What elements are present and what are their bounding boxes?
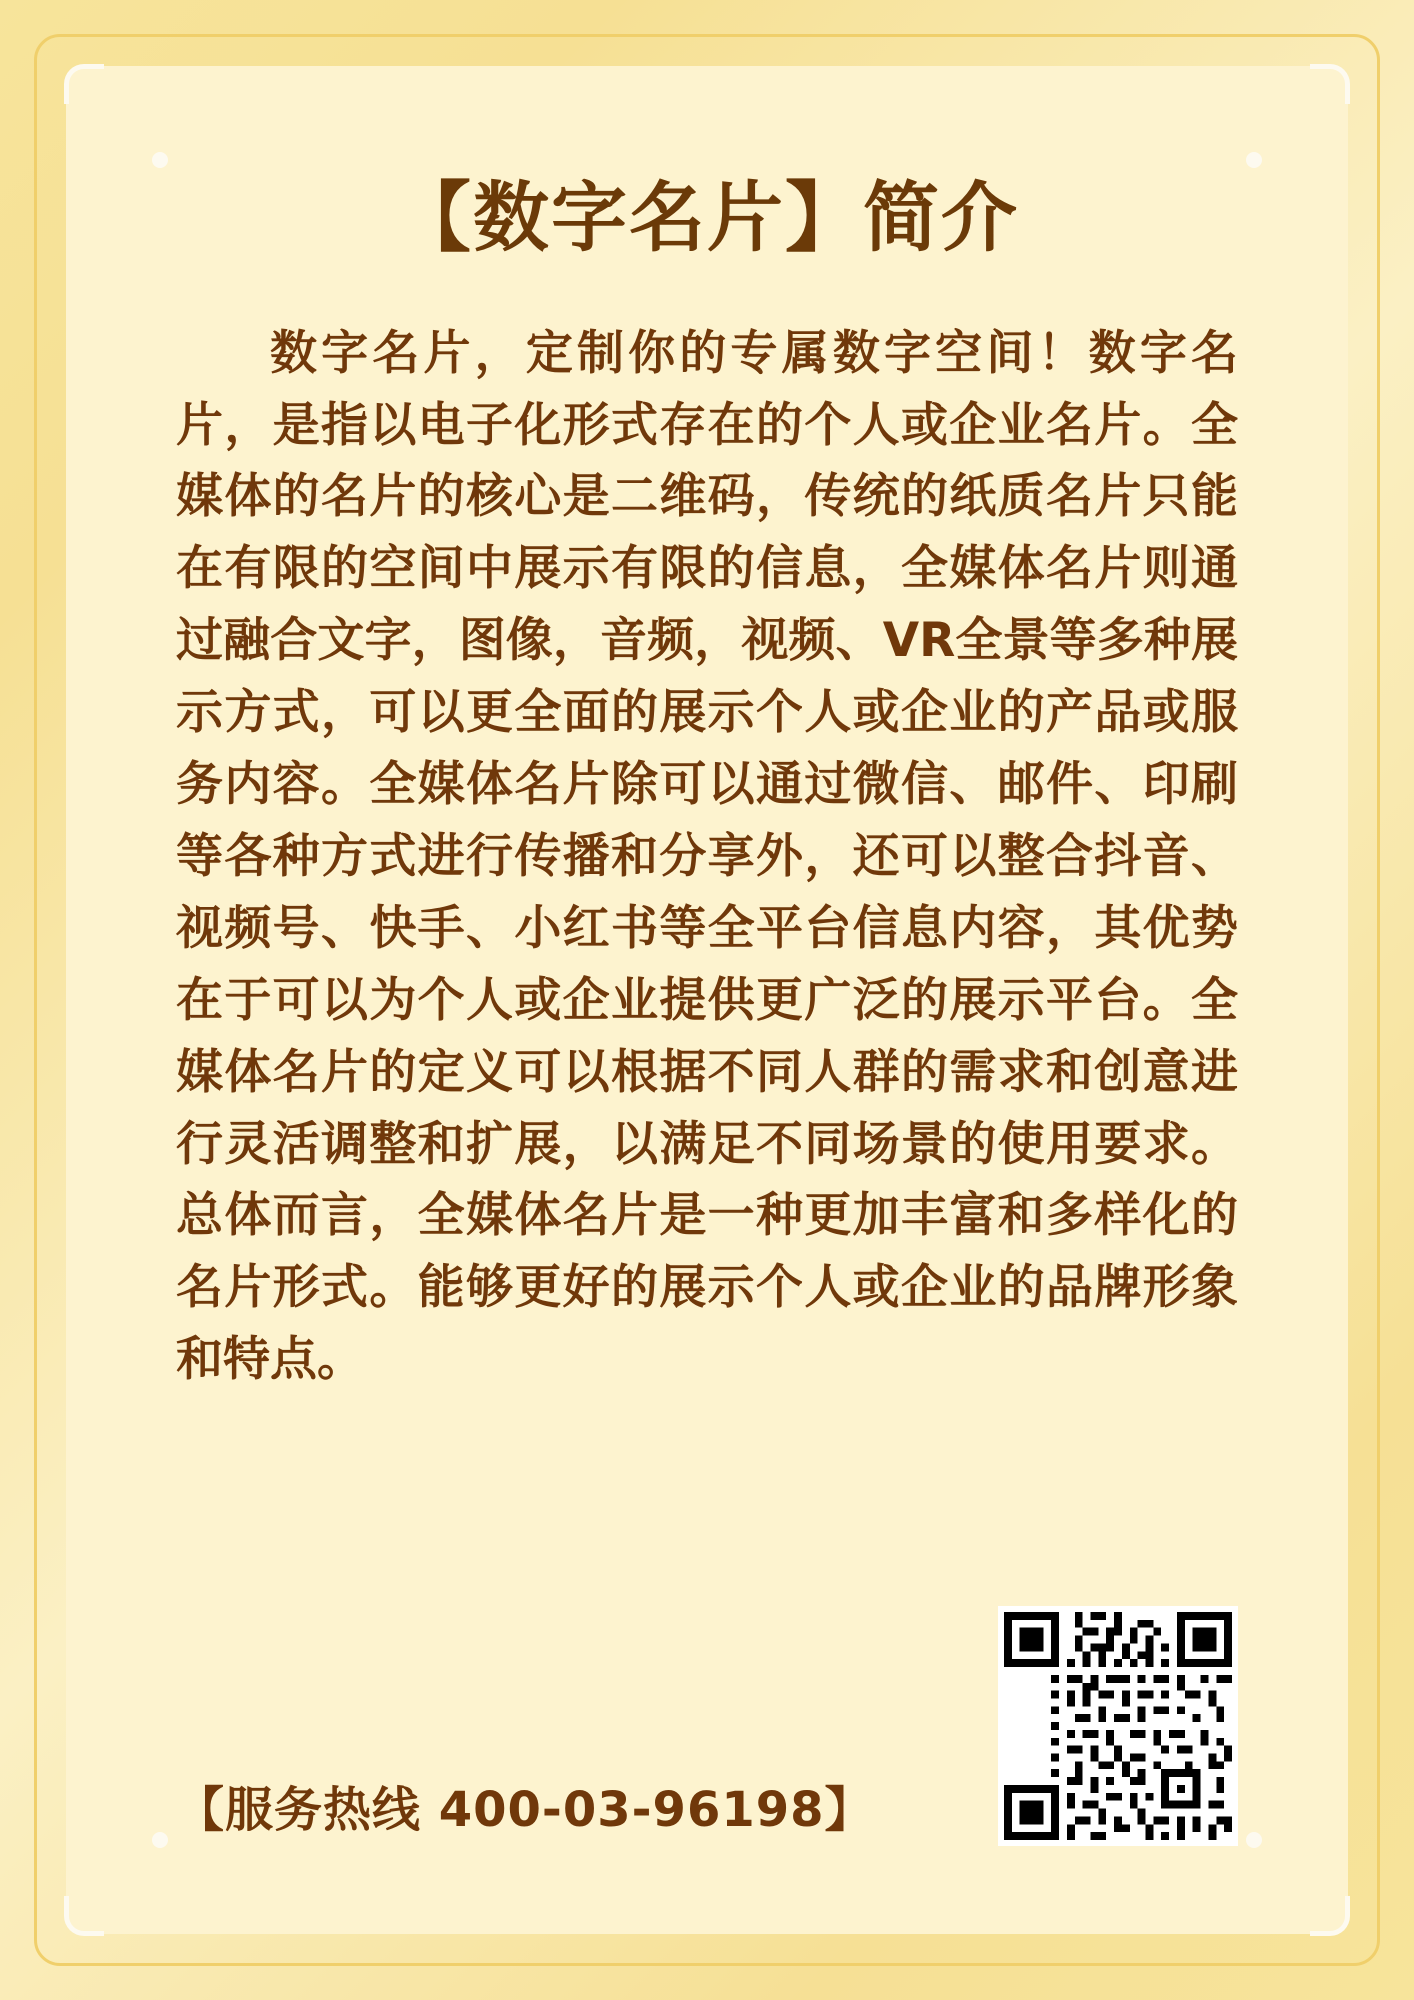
footer-row	[176, 1606, 1238, 1846]
service-hotline: 【服务热线 400-03-96198】	[176, 1782, 874, 1838]
decorative-dot-top-right	[1246, 152, 1262, 168]
page-title: 【数字名片】简介	[395, 173, 1019, 262]
content-card	[66, 66, 1348, 1934]
body-paragraph: 数字名片，定制你的专属数字空间！数字名片，是指以电子化形式存在的个人或企业名片。全媒体的名片的核心是二维码，传统的纸质名片只能在有限的空间中展示有限的信息，全媒体名片则通过融合文字，图像，音频，视频、VR全景等多种展示方式，可以更全面的展示个人或企业的产品或服务内容。全媒体名片除可以通过微信、邮件、印刷等各种方式进行传播和分享外，还可以整合抖音、视频号、快手、小红书等全平台信息内容，其优势在于可以为个人或企业提供更广泛的展示平台。全媒体名片的定义可以根据不同人群的需求和创意进行灵活调整和扩展，以满足不同场景的使用要求。总体而言，全媒体名片是一种更加丰富和多样化的名片形式。能够更好的展示个人或企业的品牌形象和特点。	[176, 325, 1238, 1388]
qr-code-image	[1004, 1612, 1232, 1840]
decorative-dot-bottom-right	[1246, 1832, 1262, 1848]
decorative-dot-top-left	[152, 152, 168, 168]
decorative-dot-bottom-left	[152, 1832, 168, 1848]
qr-code[interactable]	[998, 1606, 1238, 1846]
